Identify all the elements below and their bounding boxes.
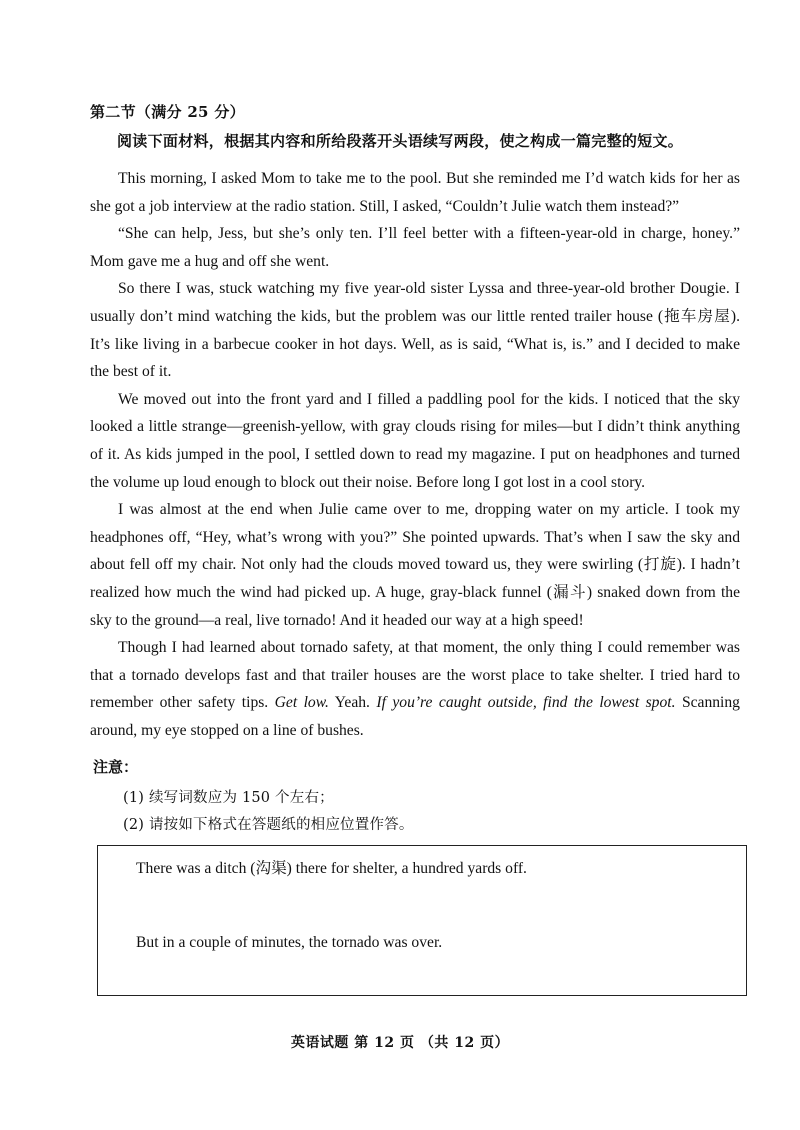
passage-text: Scanning around, my eye stopped on a line of bushes. — [90, 694, 740, 739]
paragraph-opening-1: There was a ditch (沟渠) there for shelter, a hundred yards off. — [136, 860, 527, 877]
page-footer: 英语试题 第 12 页 （共 12 页） — [290, 1035, 510, 1051]
notes-title: 注意： — [93, 758, 139, 776]
safety-tip-italic: Get low. — [274, 694, 329, 712]
passage-paragraph: This morning, I asked Mom to take me to the pool. But she reminded me I’d watch kids for her as she got a job interview at the radio station. Still, I asked, “Couldn’t Julie watch them instead?” — [90, 170, 740, 215]
reading-passage — [90, 165, 740, 744]
paragraph-opening-2: But in a couple of minutes, the tornado was over. — [136, 934, 443, 951]
note-item: (1) 续写词数应为 150 个左右； — [123, 790, 334, 806]
passage-paragraph-last — [90, 634, 740, 744]
safety-tip-italic: If you’re caught outside, find the lowest spot. — [376, 694, 676, 712]
section-title: 第二节（满分 25 分） — [90, 103, 245, 121]
passage-text: Yeah. — [328, 694, 377, 712]
note-item: (2) 请按如下格式在答题纸的相应位置作答。 — [123, 817, 414, 833]
passage-paragraph: We moved out into the front yard and I filled a paddling pool for the kids. I noticed that the sky looked a little strange—greenish-yellow, with gray clouds rising for miles—but I didn’t think anything of it. As kids jumped in the pool, I settled down to read my magazine. I put on headphones and turned the volume up loud enough to block out their noise. Before long I got lost in a cool story. — [90, 390, 740, 491]
passage-text: Though I had learned about tornado safety, at that moment, the only thing I could remember was that a tornado develops fast and that trailer houses are the worst place to take shelter. I tried hard to remember other safety tips. — [90, 639, 740, 712]
passage-paragraph: So there I was, stuck watching my five year-old sister Lyssa and three-year-old brother Dougie. I usually don’t mind watching the kids, but the problem was our little rented trailer house (拖车房屋). It’s like living in a barbecue cooker in hot days. Well, as is said, “What is, is.” and I decided to make the best of it. — [90, 280, 740, 381]
section-instruction: 阅读下面材料，根据其内容和所给段落开头语续写两段，使之构成一篇完整的短文。 — [117, 132, 684, 150]
passage-paragraph: I was almost at the end when Julie came over to me, dropping water on my article. I took my headphones off, “Hey, what’s wrong with you?” She pointed upwards. That’s when I saw the sky and about fell off my chair. Not only had the clouds moved toward us, they were swirling (打旋). I hadn’t realized how much the wind had picked up. A huge, gray-black funnel (漏斗) snaked down from the sky to the ground—a real, live tornado! And it headed our way at a high speed! — [90, 501, 740, 629]
passage-paragraph: “She can help, Jess, but she’s only ten. I’ll feel better with a fifteen-year-old in charge, honey.” Mom gave me a hug and off she went. — [90, 225, 740, 270]
answer-format-box — [97, 845, 747, 996]
